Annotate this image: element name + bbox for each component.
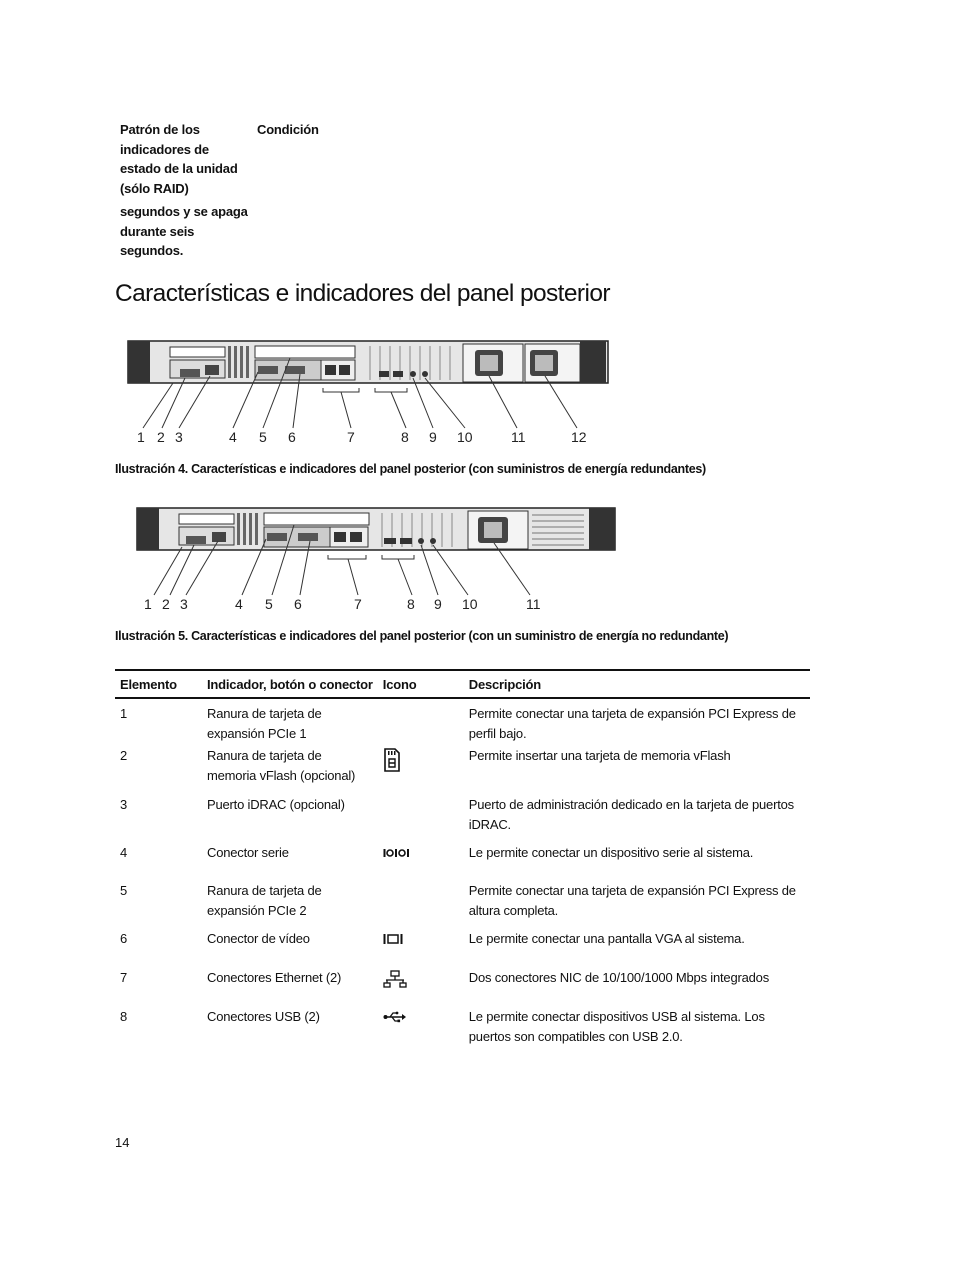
- row-item: 3: [120, 797, 128, 812]
- fig5-callout-2: 2: [162, 596, 170, 612]
- row-icon: [378, 968, 464, 1007]
- fig5-callout-5: 5: [265, 596, 273, 612]
- row-name: Puerto iDRAC (opcional): [207, 797, 345, 812]
- table-row: [115, 843, 810, 881]
- row-name: Conector de vídeo: [207, 931, 310, 946]
- page-number: 14: [115, 1135, 130, 1150]
- table-header-row: [115, 670, 810, 698]
- figure-5-rear-panel: [134, 505, 618, 617]
- row-desc: Permite conectar una tarjeta de expansión PCI Express de altura completa.: [468, 883, 796, 918]
- fig4-callout-11: 11: [511, 429, 526, 445]
- row-name: Conectores USB (2): [207, 1009, 320, 1024]
- header-icon: Icono: [378, 670, 464, 698]
- row-name: Conector serie: [207, 845, 289, 860]
- fig5-callout-9: 9: [434, 596, 442, 612]
- fig4-callout-10: 10: [457, 429, 473, 445]
- row-desc: Permite insertar una tarjeta de memoria vFlash: [468, 748, 731, 763]
- row-name: Ranura de tarjeta de memoria vFlash (opcional): [207, 748, 356, 783]
- row-name: Conectores Ethernet (2): [207, 970, 342, 985]
- row-item: 2: [120, 748, 128, 763]
- fig5-callout-6: 6: [294, 596, 302, 612]
- table-row: [115, 881, 810, 929]
- header-item: Elemento: [115, 670, 202, 698]
- usb-icon: [383, 1010, 407, 1024]
- row-desc: Le permite conectar un dispositivo serie al sistema.: [468, 845, 754, 860]
- row-item: 5: [120, 883, 128, 898]
- fig4-callout-2: 2: [157, 429, 165, 445]
- continued-header-pattern: Patrón de los indicadores de estado de la unidad (sólo RAID): [120, 122, 238, 196]
- table-row: [115, 1007, 810, 1055]
- continued-header-condition: Condición: [257, 122, 319, 137]
- row-item: 8: [120, 1009, 128, 1024]
- fig4-callout-1: 1: [137, 429, 145, 445]
- sd-card-icon: [383, 748, 401, 772]
- row-desc: Dos conectores NIC de 10/100/1000 Mbps integrados: [468, 970, 770, 985]
- figure-5-caption: Ilustración 5. Características e indicadores del panel posterior (con un suministro de energía no redundante): [115, 629, 729, 643]
- row-desc: Puerto de administración dedicado en la tarjeta de puertos iDRAC.: [468, 797, 794, 832]
- fig5-callout-8: 8: [407, 596, 415, 612]
- row-icon: [378, 929, 464, 968]
- row-icon: [378, 843, 464, 881]
- fig5-callout-3: 3: [180, 596, 188, 612]
- serial-icon: [383, 847, 409, 859]
- row-icon: [378, 1007, 464, 1055]
- continued-row-text: segundos y se apaga durante seis segundos.: [120, 204, 248, 258]
- rear-panel-features-table: [115, 669, 810, 1055]
- row-name: Ranura de tarjeta de expansión PCIe 2: [207, 883, 322, 918]
- video-icon: [383, 933, 403, 945]
- row-item: 4: [120, 845, 128, 860]
- fig4-callout-4: 4: [229, 429, 237, 445]
- fig5-callout-7: 7: [354, 596, 362, 612]
- table-row: [115, 698, 810, 746]
- fig4-callout-12: 12: [571, 429, 587, 445]
- row-icon-empty: [378, 881, 464, 929]
- table-row: [115, 795, 810, 843]
- row-desc: Le permite conectar una pantalla VGA al sistema.: [468, 931, 745, 946]
- fig5-callout-1: 1: [144, 596, 152, 612]
- fig4-callout-9: 9: [429, 429, 437, 445]
- fig4-callout-7: 7: [347, 429, 355, 445]
- fig5-callout-4: 4: [235, 596, 243, 612]
- row-icon-empty: [378, 795, 464, 843]
- network-icon: [383, 970, 407, 988]
- table-row: [115, 968, 810, 1007]
- figure-4-rear-panel: [125, 338, 615, 450]
- table-row: [115, 929, 810, 968]
- fig5-callout-10: 10: [462, 596, 478, 612]
- row-desc: Le permite conectar dispositivos USB al sistema. Los puertos son compatibles con USB 2.0.: [468, 1009, 765, 1044]
- row-item: 1: [120, 706, 128, 721]
- row-item: 7: [120, 970, 128, 985]
- row-item: 6: [120, 931, 128, 946]
- row-icon: [378, 746, 464, 795]
- fig4-callout-8: 8: [401, 429, 409, 445]
- header-description: Descripción: [464, 670, 810, 698]
- row-name: Ranura de tarjeta de expansión PCIe 1: [207, 706, 322, 741]
- fig4-callout-6: 6: [288, 429, 296, 445]
- fig4-callout-5: 5: [259, 429, 267, 445]
- row-desc: Permite conectar una tarjeta de expansión PCI Express de perfil bajo.: [468, 706, 796, 741]
- table-row: [115, 746, 810, 795]
- row-icon-empty: [378, 698, 464, 746]
- header-indicator: Indicador, botón o conector: [202, 670, 378, 698]
- fig4-callout-3: 3: [175, 429, 183, 445]
- fig5-callout-11: 11: [526, 596, 541, 612]
- section-title: Características e indicadores del panel posterior: [115, 280, 610, 307]
- figure-4-caption: Ilustración 4. Características e indicadores del panel posterior (con suministros de energía redundantes): [115, 462, 706, 476]
